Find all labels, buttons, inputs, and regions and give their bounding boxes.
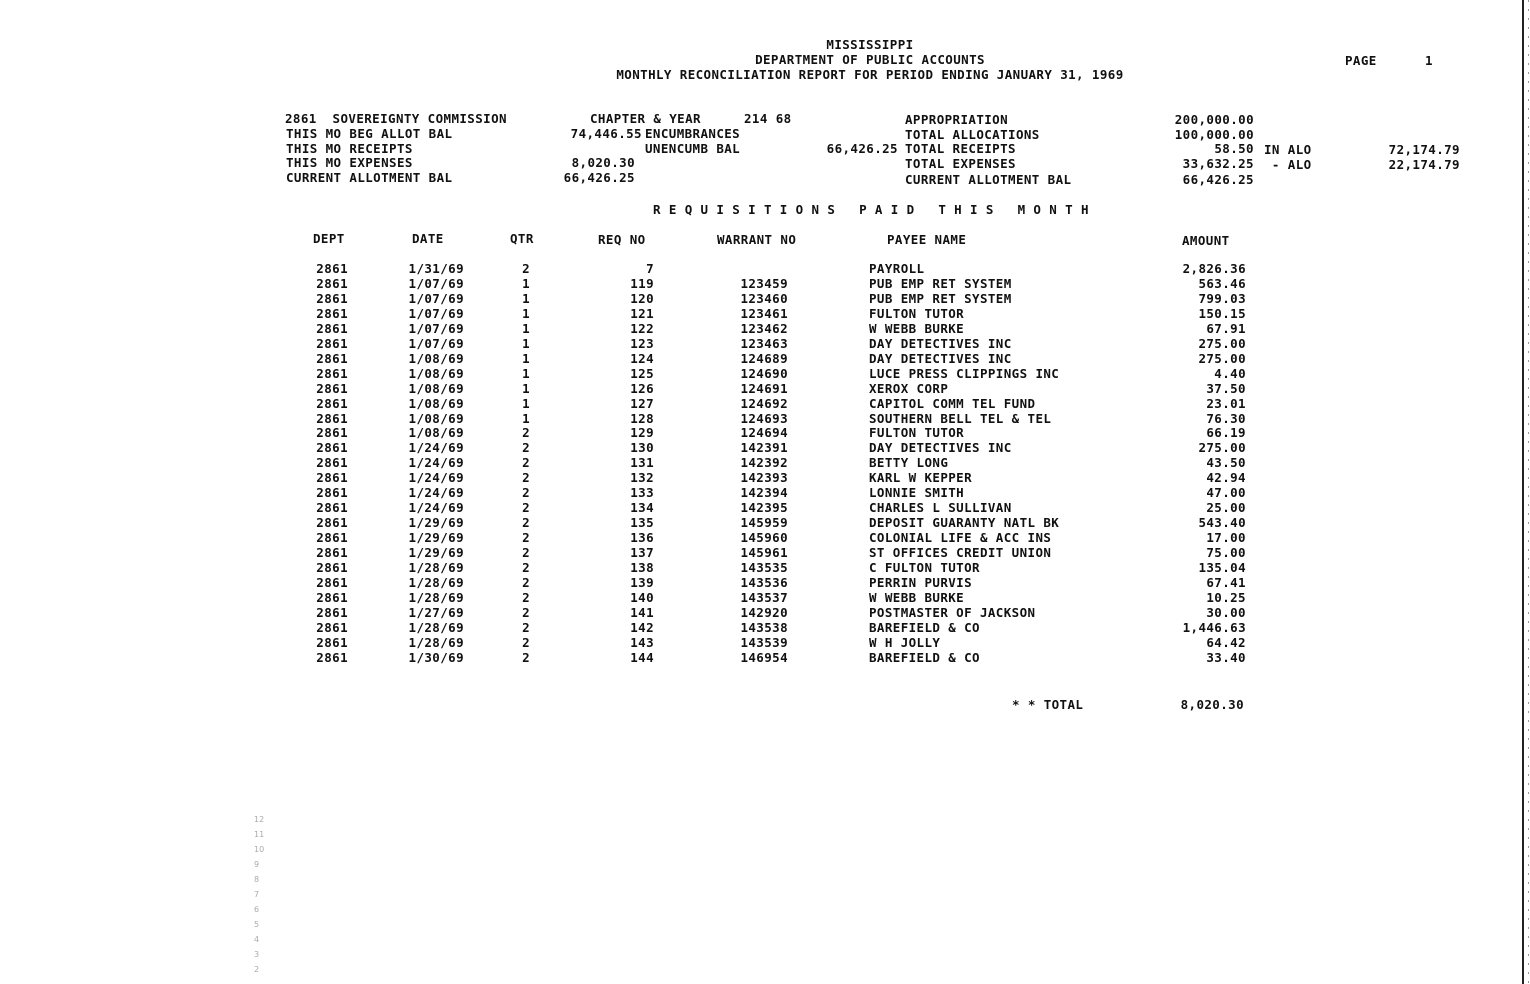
cell-date: 1/28/69 (408, 589, 464, 605)
cell-amount: 275.00 (1198, 350, 1246, 366)
cell-amount: 47.00 (1206, 485, 1246, 501)
cell-warrant-no: 123463 (740, 335, 788, 351)
cell-dept: 2861 (316, 320, 348, 336)
cell-qtr: 2 (522, 470, 530, 486)
cell-req-no: 128 (630, 410, 654, 426)
column-header-qtr: QTR (510, 231, 534, 246)
agency-name: 2861 SOVEREIGNTY COMMISSION (285, 111, 507, 126)
cell-warrant-no: 124690 (740, 365, 788, 381)
cell-payee-name: W WEBB BURKE (869, 589, 965, 605)
header-state: MISSISSIPPI (826, 37, 914, 52)
cell-dept: 2861 (316, 515, 348, 531)
cell-warrant-no: 145961 (740, 545, 788, 561)
cell-dept: 2861 (316, 619, 348, 635)
cell-amount: 17.00 (1206, 530, 1246, 546)
unencumb-label: UNENCUMB BAL (645, 141, 741, 156)
cell-amount: 275.00 (1198, 440, 1246, 456)
cell-warrant-no: 145960 (740, 530, 788, 546)
cell-payee-name: PAYROLL (869, 261, 925, 276)
cell-date: 1/07/69 (408, 305, 464, 321)
margin-mark: 10 (254, 845, 265, 854)
cell-req-no: 125 (630, 365, 654, 381)
summary-left-label: THIS MO RECEIPTS (286, 141, 413, 156)
cell-qtr: 2 (522, 619, 530, 635)
cell-req-no: 131 (630, 455, 654, 471)
cell-req-no: 119 (630, 275, 654, 291)
summary-right-label: APPROPRIATION (905, 112, 1009, 127)
cell-amount: 30.00 (1206, 604, 1246, 620)
cell-date: 1/28/69 (408, 619, 464, 635)
cell-qtr: 2 (522, 589, 530, 605)
cell-date: 1/07/69 (408, 320, 464, 336)
cell-req-no: 142 (630, 619, 654, 635)
cell-payee-name: KARL W KEPPER (869, 470, 973, 486)
cell-amount: 10.25 (1206, 589, 1246, 605)
cell-date: 1/24/69 (408, 500, 464, 516)
cell-payee-name: W WEBB BURKE (869, 320, 965, 336)
cell-payee-name: BAREFIELD & CO (869, 619, 980, 635)
summary-left-value: 74,446.55 (570, 126, 642, 141)
encumbrances-label: ENCUMBRANCES (645, 126, 741, 141)
cell-amount: 543.40 (1198, 515, 1246, 531)
cell-req-no: 135 (630, 515, 654, 531)
cell-date: 1/07/69 (408, 290, 464, 306)
column-header-date: DATE (412, 231, 444, 246)
cell-req-no: 124 (630, 350, 654, 366)
cell-req-no: 143 (630, 634, 654, 650)
summary-left-value: 8,020.30 (571, 155, 635, 170)
column-header-warrant-no: WARRANT NO (717, 232, 797, 247)
cell-dept: 2861 (316, 350, 348, 366)
cell-date: 1/29/69 (408, 530, 464, 546)
page-edge-perforation (1528, 0, 1529, 984)
cell-payee-name: PUB EMP RET SYSTEM (869, 275, 1012, 291)
cell-date: 1/31/69 (408, 261, 464, 276)
cell-warrant-no: 123461 (740, 305, 788, 321)
margin-marks (254, 812, 266, 977)
header-department: DEPARTMENT OF PUBLIC ACCOUNTS (755, 52, 985, 67)
margin-mark: 8 (254, 875, 260, 884)
column-header-req-no: REQ NO (598, 232, 646, 247)
cell-amount: 563.46 (1198, 275, 1246, 291)
cell-payee-name: SOUTHERN BELL TEL & TEL (869, 410, 1052, 426)
cell-payee-name: C FULTON TUTOR (869, 560, 980, 575)
cell-req-no: 120 (630, 290, 654, 306)
margin-mark: 6 (254, 905, 260, 914)
cell-amount: 37.50 (1206, 380, 1246, 396)
cell-dept: 2861 (316, 365, 348, 381)
cell-req-no: 132 (630, 470, 654, 486)
summary-right-value: 100,000.00 (1174, 127, 1254, 142)
cell-dept: 2861 (316, 560, 348, 575)
cell-amount: 150.15 (1198, 305, 1246, 321)
cell-payee-name: ST OFFICES CREDIT UNION (869, 545, 1052, 561)
margin-mark: 4 (254, 935, 260, 944)
margin-mark: 5 (254, 920, 260, 929)
cell-payee-name: COLONIAL LIFE & ACC INS (869, 530, 1052, 546)
cell-payee-name: CAPITOL COMM TEL FUND (869, 395, 1036, 411)
cell-date: 1/08/69 (408, 365, 464, 381)
cell-dept: 2861 (316, 455, 348, 471)
cell-warrant-no: 143537 (740, 589, 788, 605)
cell-dept: 2861 (316, 485, 348, 501)
cell-req-no: 129 (630, 425, 654, 441)
cell-payee-name: XEROX CORP (869, 380, 949, 396)
cell-payee-name: DAY DETECTIVES INC (869, 440, 1012, 456)
column-header-dept: DEPT (313, 231, 345, 246)
cell-payee-name: BAREFIELD & CO (869, 649, 980, 665)
cell-amount: 135.04 (1198, 560, 1246, 575)
cell-dept: 2861 (316, 261, 348, 276)
cell-qtr: 1 (522, 335, 530, 351)
cell-req-no: 137 (630, 545, 654, 561)
cell-warrant-no: 143538 (740, 619, 788, 635)
summary-right-extra-value: 22,174.79 (1388, 157, 1460, 172)
cell-payee-name: FULTON TUTOR (869, 305, 965, 321)
cell-dept: 2861 (316, 395, 348, 411)
cell-req-no: 7 (646, 261, 654, 276)
cell-qtr: 2 (522, 649, 530, 665)
cell-dept: 2861 (316, 589, 348, 605)
cell-warrant-no: 142920 (740, 604, 788, 620)
cell-amount: 4.40 (1214, 365, 1246, 381)
cell-qtr: 1 (522, 380, 530, 396)
summary-right-value: 66,426.25 (1182, 172, 1254, 187)
cell-qtr: 2 (522, 574, 530, 590)
cell-qtr: 2 (522, 485, 530, 501)
cell-dept: 2861 (316, 545, 348, 561)
summary-left-label: THIS MO BEG ALLOT BAL (286, 126, 453, 141)
cell-amount: 64.42 (1206, 634, 1246, 650)
cell-req-no: 136 (630, 530, 654, 546)
cell-warrant-no: 142392 (740, 455, 788, 471)
cell-amount: 799.03 (1198, 290, 1246, 306)
cell-date: 1/07/69 (408, 335, 464, 351)
cell-req-no: 130 (630, 440, 654, 456)
chapter-year-value: 214 68 (744, 111, 792, 126)
cell-date: 1/24/69 (408, 440, 464, 456)
column-header-payee-name: PAYEE NAME (887, 232, 967, 247)
cell-date: 1/08/69 (408, 350, 464, 366)
cell-dept: 2861 (316, 470, 348, 486)
cell-req-no: 140 (630, 589, 654, 605)
cell-payee-name: BETTY LONG (869, 455, 949, 471)
cell-qtr: 1 (522, 290, 530, 306)
cell-date: 1/08/69 (408, 410, 464, 426)
cell-warrant-no: 123462 (740, 320, 788, 336)
cell-date: 1/29/69 (408, 515, 464, 531)
cell-payee-name: W H JOLLY (869, 634, 941, 650)
cell-qtr: 2 (522, 545, 530, 561)
cell-req-no: 126 (630, 380, 654, 396)
cell-dept: 2861 (316, 290, 348, 306)
cell-qtr: 2 (522, 425, 530, 441)
cell-date: 1/24/69 (408, 455, 464, 471)
cell-amount: 33.40 (1206, 649, 1246, 665)
cell-warrant-no: 124692 (740, 395, 788, 411)
cell-req-no: 138 (630, 560, 654, 575)
cell-qtr: 2 (522, 455, 530, 471)
margin-mark: 9 (254, 860, 260, 869)
cell-dept: 2861 (316, 305, 348, 321)
cell-date: 1/08/69 (408, 380, 464, 396)
cell-date: 1/29/69 (408, 545, 464, 561)
margin-mark: 2 (254, 965, 260, 974)
cell-amount: 275.00 (1198, 335, 1246, 351)
cell-payee-name: DEPOSIT GUARANTY NATL BK (869, 515, 1060, 531)
cell-date: 1/28/69 (408, 574, 464, 590)
cell-date: 1/24/69 (408, 470, 464, 486)
cell-amount: 66.19 (1206, 425, 1246, 441)
cell-qtr: 2 (522, 440, 530, 456)
cell-dept: 2861 (316, 335, 348, 351)
cell-amount: 23.01 (1206, 395, 1246, 411)
cell-qtr: 2 (522, 515, 530, 531)
cell-warrant-no: 142391 (740, 440, 788, 456)
cell-req-no: 141 (630, 604, 654, 620)
cell-date: 1/30/69 (408, 649, 464, 665)
cell-amount: 67.91 (1206, 320, 1246, 336)
header-report-title: MONTHLY RECONCILIATION REPORT FOR PERIOD ENDING JANUARY 31, 1969 (616, 67, 1124, 82)
summary-right-label: TOTAL RECEIPTS (905, 141, 1016, 156)
cell-qtr: 1 (522, 395, 530, 411)
cell-amount: 1,446.63 (1182, 619, 1246, 635)
summary-right-value: 58.50 (1214, 141, 1254, 156)
cell-date: 1/28/69 (408, 634, 464, 650)
cell-req-no: 139 (630, 574, 654, 590)
column-header-amount: AMOUNT (1182, 233, 1230, 248)
cell-warrant-no: 143535 (740, 560, 788, 575)
cell-qtr: 2 (522, 604, 530, 620)
cell-warrant-no: 124689 (740, 350, 788, 366)
cell-req-no: 122 (630, 320, 654, 336)
cell-date: 1/28/69 (408, 560, 464, 575)
summary-right-label: TOTAL ALLOCATIONS (905, 127, 1040, 142)
cell-dept: 2861 (316, 649, 348, 665)
cell-req-no: 121 (630, 305, 654, 321)
summary-right-label: TOTAL EXPENSES (905, 156, 1016, 171)
cell-amount: 25.00 (1206, 500, 1246, 516)
cell-qtr: 1 (522, 275, 530, 291)
cell-qtr: 1 (522, 305, 530, 321)
cell-amount: 76.30 (1206, 410, 1246, 426)
page-number: 1 (1425, 53, 1433, 68)
cell-warrant-no: 124691 (740, 380, 788, 396)
cell-warrant-no: 146954 (740, 649, 788, 665)
summary-right-value: 200,000.00 (1174, 112, 1254, 127)
summary-left-label: THIS MO EXPENSES (286, 155, 413, 170)
cell-qtr: 1 (522, 350, 530, 366)
cell-payee-name: POSTMASTER OF JACKSON (869, 604, 1036, 620)
cell-qtr: 2 (522, 500, 530, 516)
cell-qtr: 1 (522, 320, 530, 336)
cell-date: 1/27/69 (408, 604, 464, 620)
cell-dept: 2861 (316, 500, 348, 516)
cell-payee-name: PUB EMP RET SYSTEM (869, 290, 1012, 306)
cell-warrant-no: 143536 (740, 574, 788, 590)
cell-warrant-no: 123459 (740, 275, 788, 291)
cell-req-no: 144 (630, 649, 654, 665)
cell-dept: 2861 (316, 574, 348, 590)
cell-payee-name: CHARLES L SULLIVAN (869, 500, 1012, 516)
cell-req-no: 134 (630, 500, 654, 516)
margin-mark: 7 (254, 890, 260, 899)
margin-mark: 3 (254, 950, 260, 959)
chapter-year-label: CHAPTER & YEAR (590, 111, 701, 126)
cell-qtr: 2 (522, 530, 530, 546)
section-title: R E Q U I S I T I O N S P A I D T H I S M O N T H (653, 202, 1089, 217)
margin-mark: 12 (254, 815, 265, 824)
cell-warrant-no: 124694 (740, 425, 788, 441)
cell-qtr: 2 (522, 261, 530, 276)
cell-date: 1/08/69 (408, 425, 464, 441)
cell-warrant-no: 123460 (740, 290, 788, 306)
cell-dept: 2861 (316, 440, 348, 456)
summary-right-extra-label: - ALO (1264, 157, 1312, 172)
summary-right-value: 33,632.25 (1182, 156, 1254, 171)
cell-warrant-no: 143539 (740, 634, 788, 650)
cell-amount: 75.00 (1206, 545, 1246, 561)
page-label: PAGE (1345, 53, 1377, 68)
summary-left-label: CURRENT ALLOTMENT BAL (286, 170, 453, 185)
cell-dept: 2861 (316, 604, 348, 620)
cell-dept: 2861 (316, 530, 348, 546)
cell-payee-name: PERRIN PURVIS (869, 574, 973, 590)
summary-left-value: 66,426.25 (563, 170, 635, 185)
cell-amount: 42.94 (1206, 470, 1246, 486)
cell-amount: 43.50 (1206, 455, 1246, 471)
summary-right-label: CURRENT ALLOTMENT BAL (905, 172, 1072, 187)
cell-warrant-no: 142393 (740, 470, 788, 486)
cell-payee-name: DAY DETECTIVES INC (869, 335, 1012, 351)
cell-qtr: 1 (522, 410, 530, 426)
total-value: 8,020.30 (1180, 697, 1244, 712)
cell-payee-name: LUCE PRESS CLIPPINGS INC (869, 365, 1060, 381)
cell-payee-name: FULTON TUTOR (869, 425, 965, 441)
summary-right-extra-value: 72,174.79 (1388, 142, 1460, 157)
cell-dept: 2861 (316, 634, 348, 650)
cell-date: 1/07/69 (408, 275, 464, 291)
cell-dept: 2861 (316, 410, 348, 426)
cell-payee-name: DAY DETECTIVES INC (869, 350, 1012, 366)
cell-qtr: 2 (522, 560, 530, 575)
cell-payee-name: LONNIE SMITH (869, 485, 965, 501)
cell-dept: 2861 (316, 425, 348, 441)
cell-amount: 2,826.36 (1182, 261, 1246, 276)
cell-warrant-no: 124693 (740, 410, 788, 426)
cell-req-no: 133 (630, 485, 654, 501)
cell-dept: 2861 (316, 275, 348, 291)
cell-date: 1/24/69 (408, 485, 464, 501)
cell-warrant-no: 142394 (740, 485, 788, 501)
cell-amount: 67.41 (1206, 574, 1246, 590)
page-edge-line (1522, 0, 1524, 984)
cell-dept: 2861 (316, 380, 348, 396)
cell-date: 1/08/69 (408, 395, 464, 411)
cell-qtr: 1 (522, 365, 530, 381)
cell-qtr: 2 (522, 634, 530, 650)
cell-warrant-no: 145959 (740, 515, 788, 531)
cell-req-no: 123 (630, 335, 654, 351)
unencumb-value: 66,426.25 (826, 141, 898, 156)
summary-right-extra-label: IN ALO (1264, 142, 1312, 157)
margin-mark: 11 (254, 830, 265, 839)
total-label: * * TOTAL (1012, 697, 1084, 712)
cell-req-no: 127 (630, 395, 654, 411)
cell-warrant-no: 142395 (740, 500, 788, 516)
